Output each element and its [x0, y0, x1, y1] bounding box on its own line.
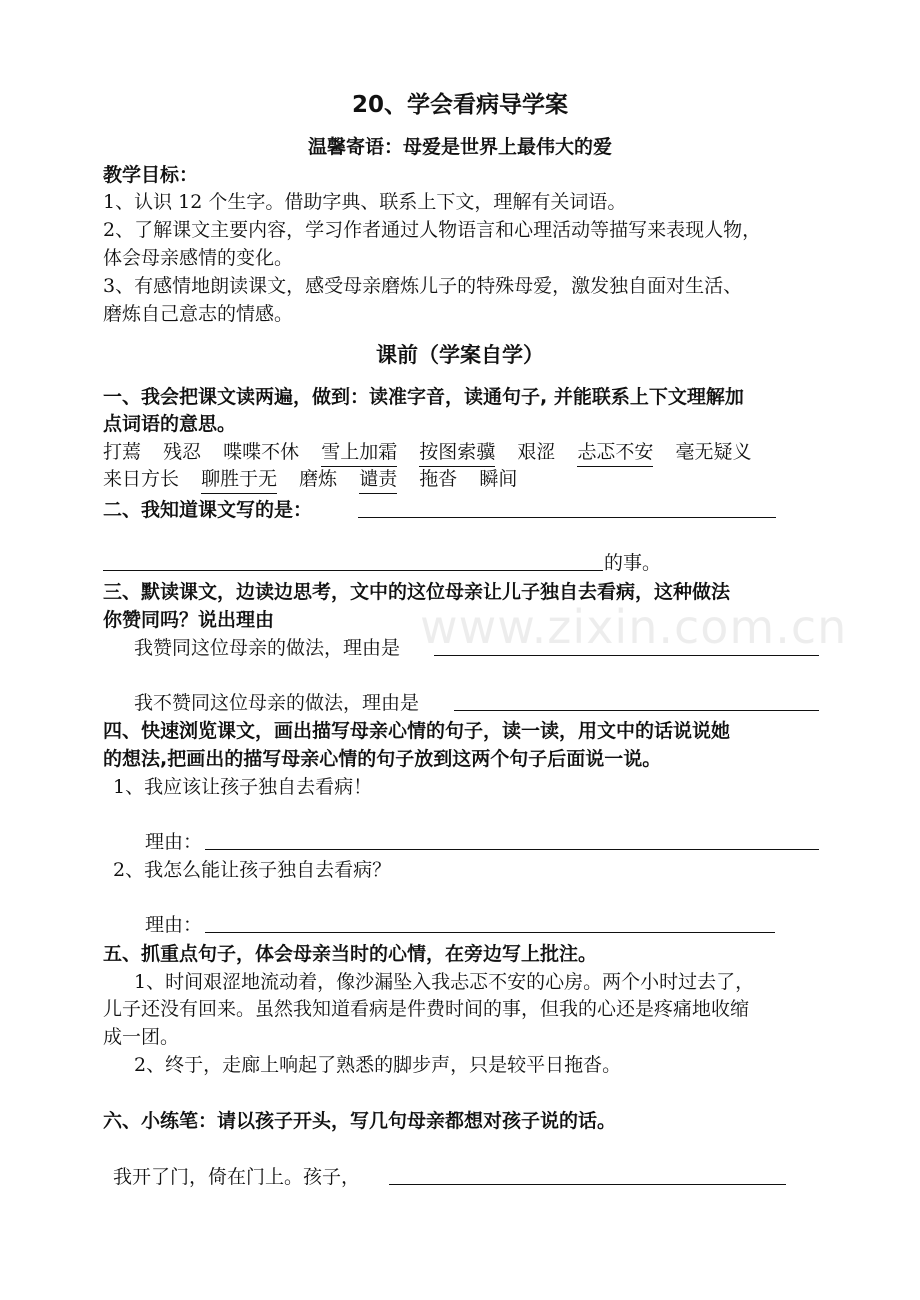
passage-1-line-2: 儿子还没有回来。虽然我知道看病是件费时间的事，但我的心还是疼痛地收缩	[103, 998, 750, 1020]
pre-study-heading: 课前（学案自学）	[376, 343, 544, 367]
vocab-word: 瞬间	[479, 468, 518, 490]
page-subtitle: 温馨寄语：母爱是世界上最伟大的爱	[307, 136, 612, 158]
passage-1-line-1: 1、时间艰涩地流动着，像沙漏坠入我忐忑不安的心房。两个小时过去了，	[134, 971, 755, 993]
passage-1-line-3: 成一团。	[103, 1026, 180, 1048]
vocab-word: 毫无疑义	[675, 441, 752, 463]
goals-heading: 教学目标：	[103, 164, 199, 186]
goal-3-line-2: 磨炼自己意志的情感。	[103, 303, 294, 325]
vocab-word-underlined: 聊胜于无	[201, 466, 277, 494]
page-title: 20、学会看病导学案	[351, 92, 568, 118]
passage-2: 2、终于，走廊上响起了熟悉的脚步声，只是较平日拖沓。	[134, 1054, 622, 1076]
answer-blank[interactable]	[389, 1164, 786, 1185]
writing-prompt: 我开了门，倚在门上。孩子，	[113, 1166, 361, 1188]
section-2-heading: 二、我知道课文写的是：	[103, 499, 313, 521]
goal-2-line-2: 体会母亲感情的变化。	[103, 247, 294, 269]
answer-blank[interactable]	[454, 690, 819, 711]
vocab-word: 艰涩	[517, 441, 556, 463]
vocab-word-underlined: 谴责	[359, 466, 397, 494]
section-3-heading: 三、默读课文，边读边思考，文中的这位母亲让儿子独自去看病，这种做法	[103, 581, 731, 603]
goal-2-line-1: 2、了解课文主要内容，学习作者通过人物语言和心理活动等描写来表现人物，	[103, 219, 762, 241]
reason-label: 理由：	[145, 831, 203, 853]
vocab-word: 喋喋不休	[223, 441, 300, 463]
vocab-word: 残忍	[163, 441, 202, 463]
section-1-heading-cont: 点词语的意思。	[103, 413, 237, 435]
section-1-heading: 一、我会把课文读两遍，做到：读准字音，读通句子, 并能联系上下文理解加	[103, 386, 744, 408]
watermark: www.zixin.com.cn	[420, 600, 848, 654]
section-3-heading-cont: 你赞同吗？说出理由	[103, 609, 275, 631]
section-4-heading-cont: 的想法,把画出的描写母亲心情的句子放到这两个句子后面说一说。	[103, 748, 662, 770]
goal-3-line-1: 3、有感情地朗读课文，感受母亲磨炼儿子的特殊母爱，激发独自面对生活、	[103, 275, 743, 297]
vocab-word: 来日方长	[103, 468, 180, 490]
section-4-item-2: 2、我怎么能让孩子独自去看病？	[113, 859, 392, 881]
disagree-prompt: 我不赞同这位母亲的做法，理由是	[134, 692, 420, 714]
vocab-word: 拖沓	[419, 468, 458, 490]
section-4-item-1: 1、我应该让孩子独自去看病！	[113, 776, 373, 798]
answer-blank[interactable]	[205, 912, 775, 933]
reason-label: 理由：	[145, 914, 203, 936]
section-4-heading: 四、快速浏览课文，画出描写母亲心情的句子，读一读，用文中的话说说她	[103, 720, 731, 742]
vocab-word-underlined: 雪上加霜	[321, 439, 397, 467]
section-5-heading: 五、抓重点句子，体会母亲当时的心情，在旁边写上批注。	[103, 943, 598, 965]
vocab-word: 磨炼	[299, 468, 338, 490]
vocab-row-2	[103, 466, 533, 494]
vocab-word-underlined: 忐忑不安	[577, 439, 653, 467]
vocab-word-underlined: 按图索骥	[419, 439, 495, 467]
vocab-row-1	[103, 439, 767, 467]
vocab-word: 打蔫	[103, 441, 142, 463]
goal-1: 1、认识 12 个生字。借助字典、联系上下文，理解有关词语。	[103, 191, 627, 213]
answer-blank[interactable]	[205, 829, 819, 850]
answer-blank[interactable]	[103, 550, 603, 571]
answer-blank[interactable]	[358, 497, 776, 518]
agree-prompt: 我赞同这位母亲的做法，理由是	[134, 637, 401, 659]
section-2-tail: 的事。	[604, 552, 662, 574]
section-6-heading: 六、小练笔：请以孩子开头，写几句母亲都想对孩子说的话。	[103, 1110, 617, 1132]
